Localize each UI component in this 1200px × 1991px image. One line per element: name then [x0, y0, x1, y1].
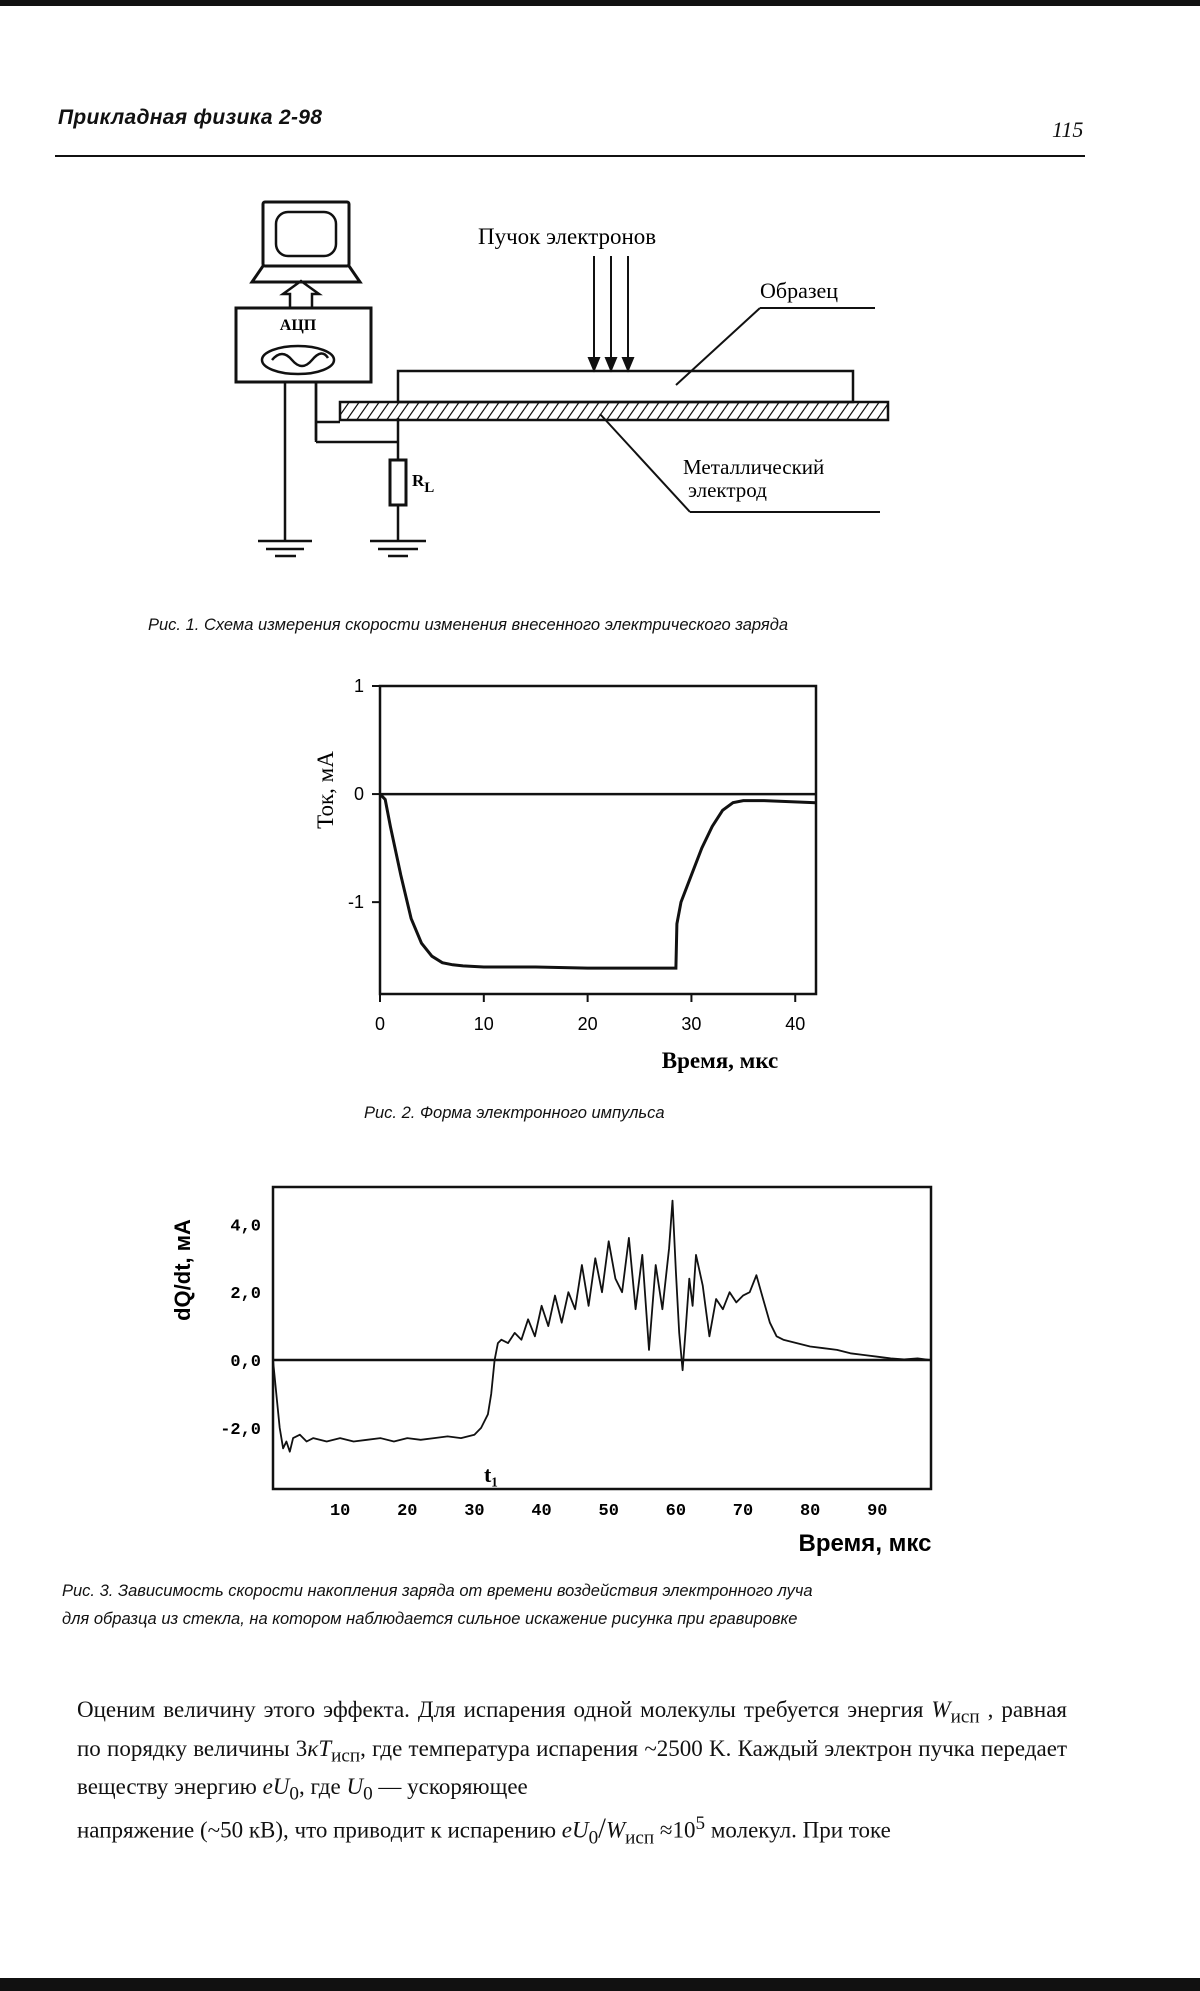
fig2-x-tick-label: 40	[785, 1014, 806, 1034]
fig3-x-tick-label: 10	[329, 1502, 351, 1521]
fig3-plot-frame	[273, 1187, 931, 1489]
figure3-caption-line1: Рис. 3. Зависимость скорости накопления заряда от времени воздействия электронного луча	[62, 1582, 813, 1600]
running-title: Прикладная физика 2-98	[58, 106, 323, 129]
fig3-y-label: dQ/dt, мА	[170, 1219, 195, 1321]
electrode-leader	[600, 414, 690, 512]
electron-beam-arrows	[589, 256, 633, 370]
metal-electrode	[340, 402, 888, 420]
figure2-chart	[0, 670, 1200, 1080]
fig3-x-tick-label: 40	[531, 1502, 552, 1521]
fig2-y-tick-label: 0	[353, 784, 364, 805]
resistor	[390, 460, 406, 505]
fig3-y-tick-label: 2,0	[230, 1285, 261, 1305]
ground-symbol-left	[258, 541, 312, 556]
electrode-label-line2: электрод	[688, 478, 767, 502]
adc-label: АЦП	[279, 317, 317, 334]
figure3-caption-line2: для образца из стекла, на котором наблюдается сильное искажение рисунка при гравировке	[62, 1610, 798, 1628]
fig3-x-tick-label: 90	[867, 1502, 888, 1521]
body-last-line: напряжение (~50 кВ), что приводит к испарению $eU_0/W_{исп} \approx 10^5$ молекул. При токе	[77, 1813, 891, 1849]
figure1-caption: Рис. 1. Схема измерения скорости изменения внесенного электрического заряда	[148, 616, 789, 634]
top-scan-border	[0, 0, 1200, 6]
fig2-x-label: Время, мкс	[661, 1048, 779, 1073]
oscilloscope-icon	[262, 346, 334, 374]
fig2-x-tick-label: 20	[577, 1014, 598, 1034]
beam-label: Пучок электронов	[478, 224, 657, 249]
fig2-x-tick-label: 30	[681, 1014, 702, 1034]
page-number: 115	[1052, 117, 1084, 142]
fig3-x-tick-label: 50	[598, 1502, 619, 1521]
fig3-x-tick-label: 60	[665, 1502, 687, 1521]
fig2-y-tick-label: 1	[353, 676, 364, 696]
sample	[398, 371, 853, 402]
fig3-x-tick-label: 20	[397, 1502, 418, 1521]
fig3-series-dqdt	[273, 1201, 931, 1452]
fig2-x-tick-label: 10	[473, 1014, 494, 1034]
computer-icon	[252, 202, 360, 282]
figure3-chart	[0, 1170, 1200, 1570]
body-paragraph: Оценим величину этого эффекта. Для испарения одной молекулы требуется энергия $W_{исп}$ , равная по порядку величины $3\kappa T_{исп}$, где температура испарения ~2500 K. Каждый электрон пучка передает веществу энергию $eU_0$, где $U_0$ — ускоряющее	[77, 1697, 1067, 1805]
fig2-series-current	[380, 794, 816, 968]
sample-leader	[676, 308, 760, 385]
fig3-axes	[220, 1217, 887, 1521]
figure2-caption: Рис. 2. Форма электронного импульса	[364, 1104, 665, 1122]
electrode-label-line1: Металлический	[683, 455, 825, 479]
header-rule	[55, 155, 1085, 157]
fig3-x-tick-label: 80	[799, 1502, 821, 1521]
data-arrow	[283, 281, 319, 308]
fig3-t1-annotation: t₁	[484, 1462, 498, 1487]
fig3-x-tick-label: 30	[464, 1502, 485, 1521]
resistor-label: RL	[412, 471, 435, 496]
fig2-y-tick-label: -1	[347, 892, 364, 913]
ground-symbol-right	[370, 541, 426, 556]
sample-label: Образец	[760, 278, 839, 303]
bottom-scan-border	[0, 1978, 1200, 1991]
fig2-plot-frame	[380, 686, 816, 994]
fig3-x-tick-label: 70	[732, 1502, 754, 1521]
fig3-y-tick-label: 4,0	[230, 1217, 261, 1237]
fig3-y-tick-label: -2,0	[220, 1420, 261, 1440]
figure1-schematic	[0, 190, 1200, 560]
fig2-y-label: Ток, мА	[313, 751, 338, 829]
fig3-x-label: Время, мкс	[798, 1530, 932, 1557]
fig3-y-tick-label: 0,0	[230, 1353, 261, 1373]
fig2-axes	[348, 676, 805, 1034]
fig2-x-tick-label: 0	[374, 1014, 386, 1034]
